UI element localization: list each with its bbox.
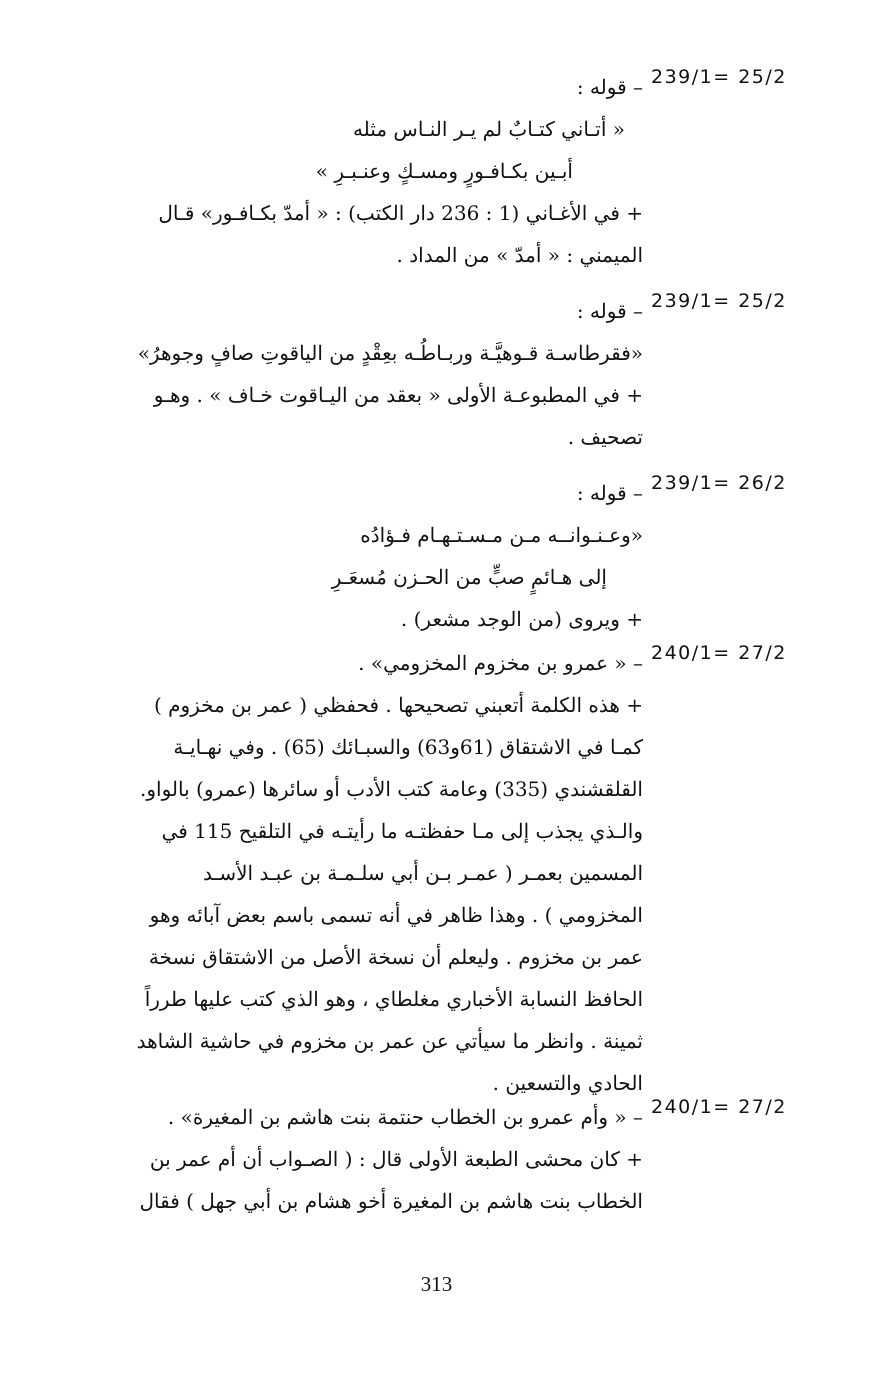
commentary-line: + كان محشى الطبعة الأولى قال : ( الصـواب أن أم عمر بن	[149, 1147, 643, 1171]
reference-number: 240/1= 27/2	[651, 1096, 787, 1118]
entry-text	[72, 472, 643, 640]
commentary-line: المسمين بعمـر ( عمـر بـن أبي سلـمـة بن عبـد الأسـد	[203, 861, 643, 885]
commentary-line: تصحيف .	[567, 425, 643, 449]
entry-heading: – قوله :	[576, 481, 643, 505]
commentary-line: ثمينة . وانظر ما سيأتي عن عمر بن مخزوم في حاشية الشاهد	[136, 1029, 643, 1053]
verse-line: «فقرطاسـة قـوهيَّـة وربـاطُـه بعِقْدٍ من الياقوتِ صافٍ وجوهرُ»	[137, 341, 643, 365]
commentary-line: + في الأغـاني (1 : 236 دار الكتب) : « أمدّ بكـافـور» قـال	[158, 201, 643, 225]
commentary-line: + ويروى (من الوجد مشعر) .	[400, 607, 643, 631]
entry-heading: – قوله :	[576, 75, 643, 99]
commentary-line: المخزومي ) . وهذا ظاهر في أنه تسمى باسم بعض آبائه وهو	[149, 903, 643, 927]
reference-number: 240/1= 27/2	[651, 642, 787, 664]
reference-number: 239/1= 25/2	[651, 290, 787, 312]
commentary-line: الميمني : « أمدّ » من المداد .	[396, 243, 643, 267]
entry-text	[72, 642, 643, 1104]
entry-text	[72, 66, 643, 276]
reference-number: 239/1= 25/2	[651, 66, 787, 88]
commentary-line: والـذي يجذب إلى مـا حفظتـه ما رأيتـه في التلقيح 115 في	[161, 819, 643, 843]
entry-heading: – « عمرو بن مخزوم المخزومي» .	[358, 651, 643, 675]
entry-heading: – قوله :	[576, 299, 643, 323]
commentary-line: الخطاب بنت هاشم بن المغيرة أخو هشام بن أبي جهل ) فقال	[139, 1189, 643, 1213]
commentary-line: الحافظ النسابة الأخباري مغلطاي ، وهو الذي كتب عليها طرراً	[144, 987, 643, 1011]
verse-line: أبـين بكـافـورٍ ومسـكٍ وعنـبـرِ »	[315, 159, 573, 183]
page-number: 313	[420, 1272, 453, 1296]
entry-text	[72, 1096, 643, 1222]
reference-number: 239/1= 26/2	[651, 472, 787, 494]
commentary-line: + هذه الكلمة أتعبني تصحيحها . فحفظي ( عمر بن مخزوم )	[153, 693, 643, 717]
entry-text	[72, 290, 643, 458]
verse-line: « أتـاني كتـابٌ لم يـر النـاس مثله	[352, 117, 625, 141]
commentary-line: الحادي والتسعين .	[492, 1071, 643, 1095]
commentary-line: القلقشندي (335) وعامة كتب الأدب أو سائرها (عمرو) بالواو.	[140, 777, 643, 801]
commentary-line: + في المطبوعـة الأولى « بعقد من اليـاقوت خـاف » . وهـو	[153, 383, 643, 407]
entry-heading: – « وأم عمرو بن الخطاب حنتمة بنت هاشم بن المغيرة» .	[167, 1105, 643, 1129]
verse-line: «وعـنـوانــه مـن مـسـتـهـام فـؤادُه	[360, 523, 643, 547]
commentary-line: عمر بن مخزوم . وليعلم أن نسخة الأصل من الاشتقاق نسخة	[148, 945, 643, 969]
commentary-line: كمـا في الاشتقاق (61و63) والسبـائك (65) . وفي نهـايـة	[173, 735, 643, 759]
verse-line: إلى هـائمٍ صبٍّ من الحـزن مُسعَـرِ	[331, 565, 607, 589]
